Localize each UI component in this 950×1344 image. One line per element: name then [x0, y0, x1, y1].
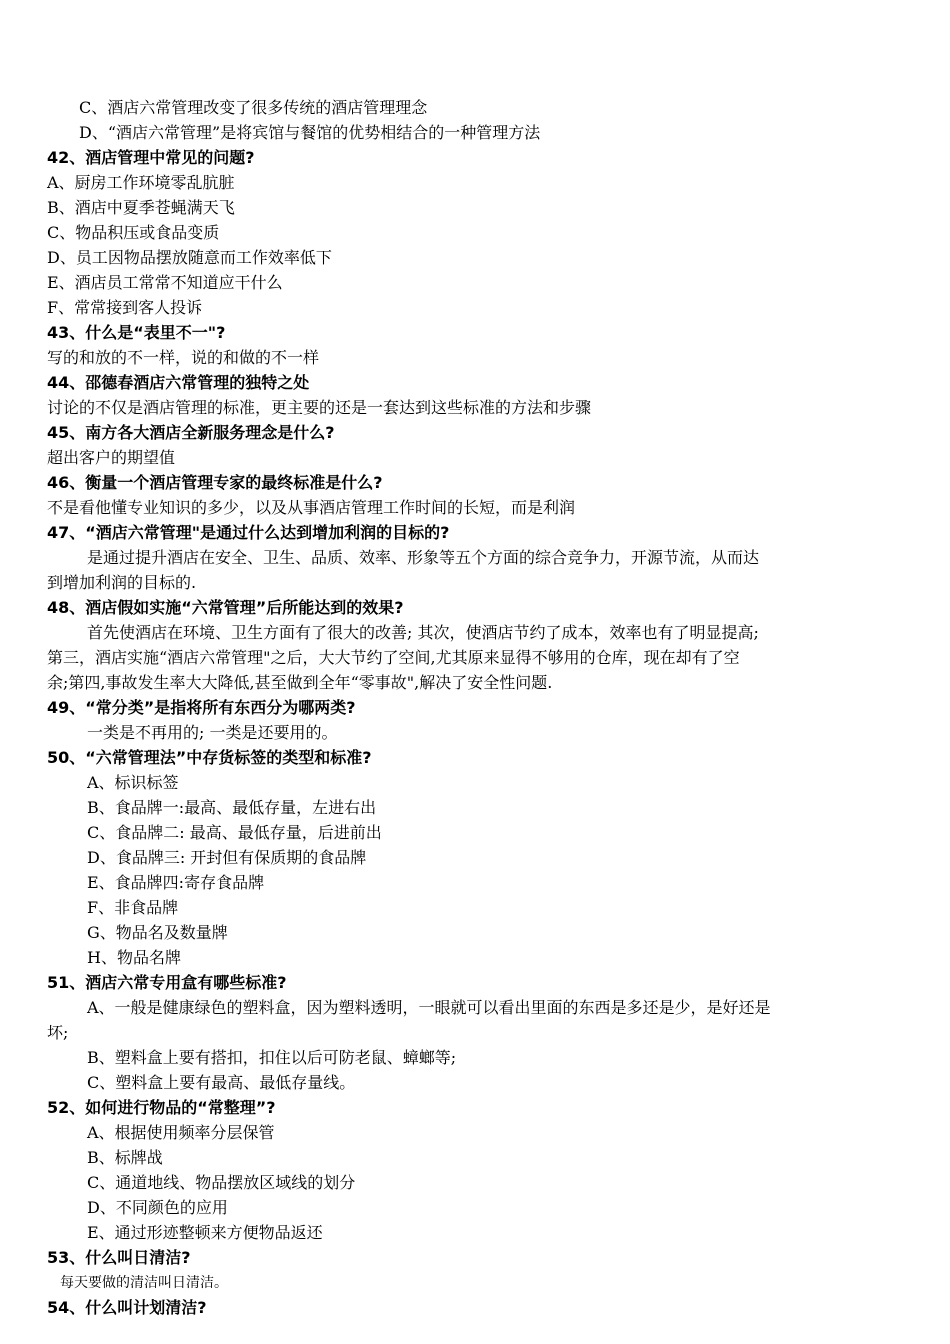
answer-text: 首先使酒店在环境、卫生方面有了很大的改善; 其次，使酒店节约了成本，效率也有了明显提高;: [87, 623, 759, 642]
question-heading: 46、衡量一个酒店管理专家的最终标准是什么?: [47, 473, 383, 492]
option-line: A、根据使用频率分层保管: [87, 1123, 275, 1142]
option-line: G、物品名及数量牌: [87, 923, 228, 942]
question-heading: 45、南方各大酒店全新服务理念是什么?: [47, 423, 335, 442]
option-line: D、不同颜色的应用: [87, 1198, 228, 1217]
option-line: B、标牌战: [87, 1148, 163, 1167]
answer-text: 写的和放的不一样，说的和做的不一样: [47, 348, 320, 367]
answer-text: 每天要做的清洁叫日清洁。: [60, 1275, 228, 1291]
question-heading: 52、如何进行物品的“常整理”?: [47, 1098, 276, 1117]
question-heading: 53、什么叫日清洁?: [47, 1248, 191, 1267]
answer-text: 超出客户的期望值: [47, 448, 176, 467]
question-heading: 51、酒店六常专用盒有哪些标准?: [47, 973, 287, 992]
question-heading: 54、什么叫计划清洁?: [47, 1298, 207, 1317]
answer-text: 一类是不再用的; 一类是还要用的。: [87, 723, 338, 742]
option-line: E、酒店员工常常不知道应干什么: [47, 273, 283, 292]
answer-text: 不是看他懂专业知识的多少，以及从事酒店管理工作时间的长短，而是利润: [47, 498, 576, 517]
option-line: C、物品积压或食品变质: [47, 223, 220, 242]
question-heading: 43、什么是“表里不一"?: [47, 323, 226, 342]
option-line: F、非食品牌: [87, 898, 179, 917]
option-line: C、酒店六常管理改变了很多传统的酒店管理理念: [79, 98, 428, 117]
answer-text: 讨论的不仅是酒店管理的标准，更主要的还是一套达到这些标准的方法和步骤: [47, 398, 592, 417]
question-heading: 42、酒店管理中常见的问题?: [47, 148, 255, 167]
option-line: C、通道地线、物品摆放区域线的划分: [87, 1173, 356, 1192]
option-line: H、物品名牌: [87, 948, 181, 967]
answer-text: 到增加利润的目标的.: [47, 573, 197, 592]
option-line: C、塑料盒上要有最高、最低存量线。: [87, 1073, 356, 1092]
option-line: D、食品牌三: 开封但有保质期的食品牌: [87, 848, 367, 867]
question-heading: 47、“酒店六常管理"是通过什么达到增加利润的目标的?: [47, 523, 450, 542]
question-heading: 50、“六常管理法”中存货标签的类型和标准?: [47, 748, 372, 767]
option-line: B、塑料盒上要有搭扣，扣住以后可防老鼠、蟑螂等;: [87, 1048, 457, 1067]
answer-text: 第三，酒店实施“酒店六常管理"之后，大大节约了空间,尤其原来显得不够用的仓库，现在却有了空: [47, 648, 740, 667]
option-line: D、“酒店六常管理”是将宾馆与餐馆的优势相结合的一种管理方法: [79, 123, 541, 142]
option-line: A、一般是健康绿色的塑料盒，因为塑料透明，一眼就可以看出里面的东西是多还是少，是好还是: [87, 998, 771, 1017]
question-heading: 49、“常分类”是指将所有东西分为哪两类?: [47, 698, 356, 717]
option-line: A、标识标签: [87, 773, 179, 792]
answer-text: 是通过提升酒店在安全、卫生、品质、效率、形象等五个方面的综合竞争力，开源节流，从而达: [87, 548, 760, 567]
answer-text: 余;第四,事故发生率大大降低,甚至做到全年“零事故",解决了安全性问题.: [47, 673, 553, 692]
option-line: A、厨房工作环境零乱肮脏: [47, 173, 235, 192]
option-line: B、酒店中夏季苍蝇满天飞: [47, 198, 235, 217]
question-heading: 48、酒店假如实施“六常管理”后所能达到的效果?: [47, 598, 404, 617]
option-line: E、通过形迹整顿来方便物品返还: [87, 1223, 323, 1242]
option-line: F、常常接到客人投诉: [47, 298, 203, 317]
option-line: B、食品牌一:最高、最低存量，左进右出: [87, 798, 377, 817]
question-heading: 44、邵德春酒店六常管理的独特之处: [47, 373, 310, 392]
option-line: E、食品牌四:寄存食品牌: [87, 873, 265, 892]
option-line: D、员工因物品摆放随意而工作效率低下: [47, 248, 332, 267]
option-line: 坏;: [47, 1023, 69, 1042]
option-line: C、食品牌二: 最高、最低存量，后进前出: [87, 823, 382, 842]
